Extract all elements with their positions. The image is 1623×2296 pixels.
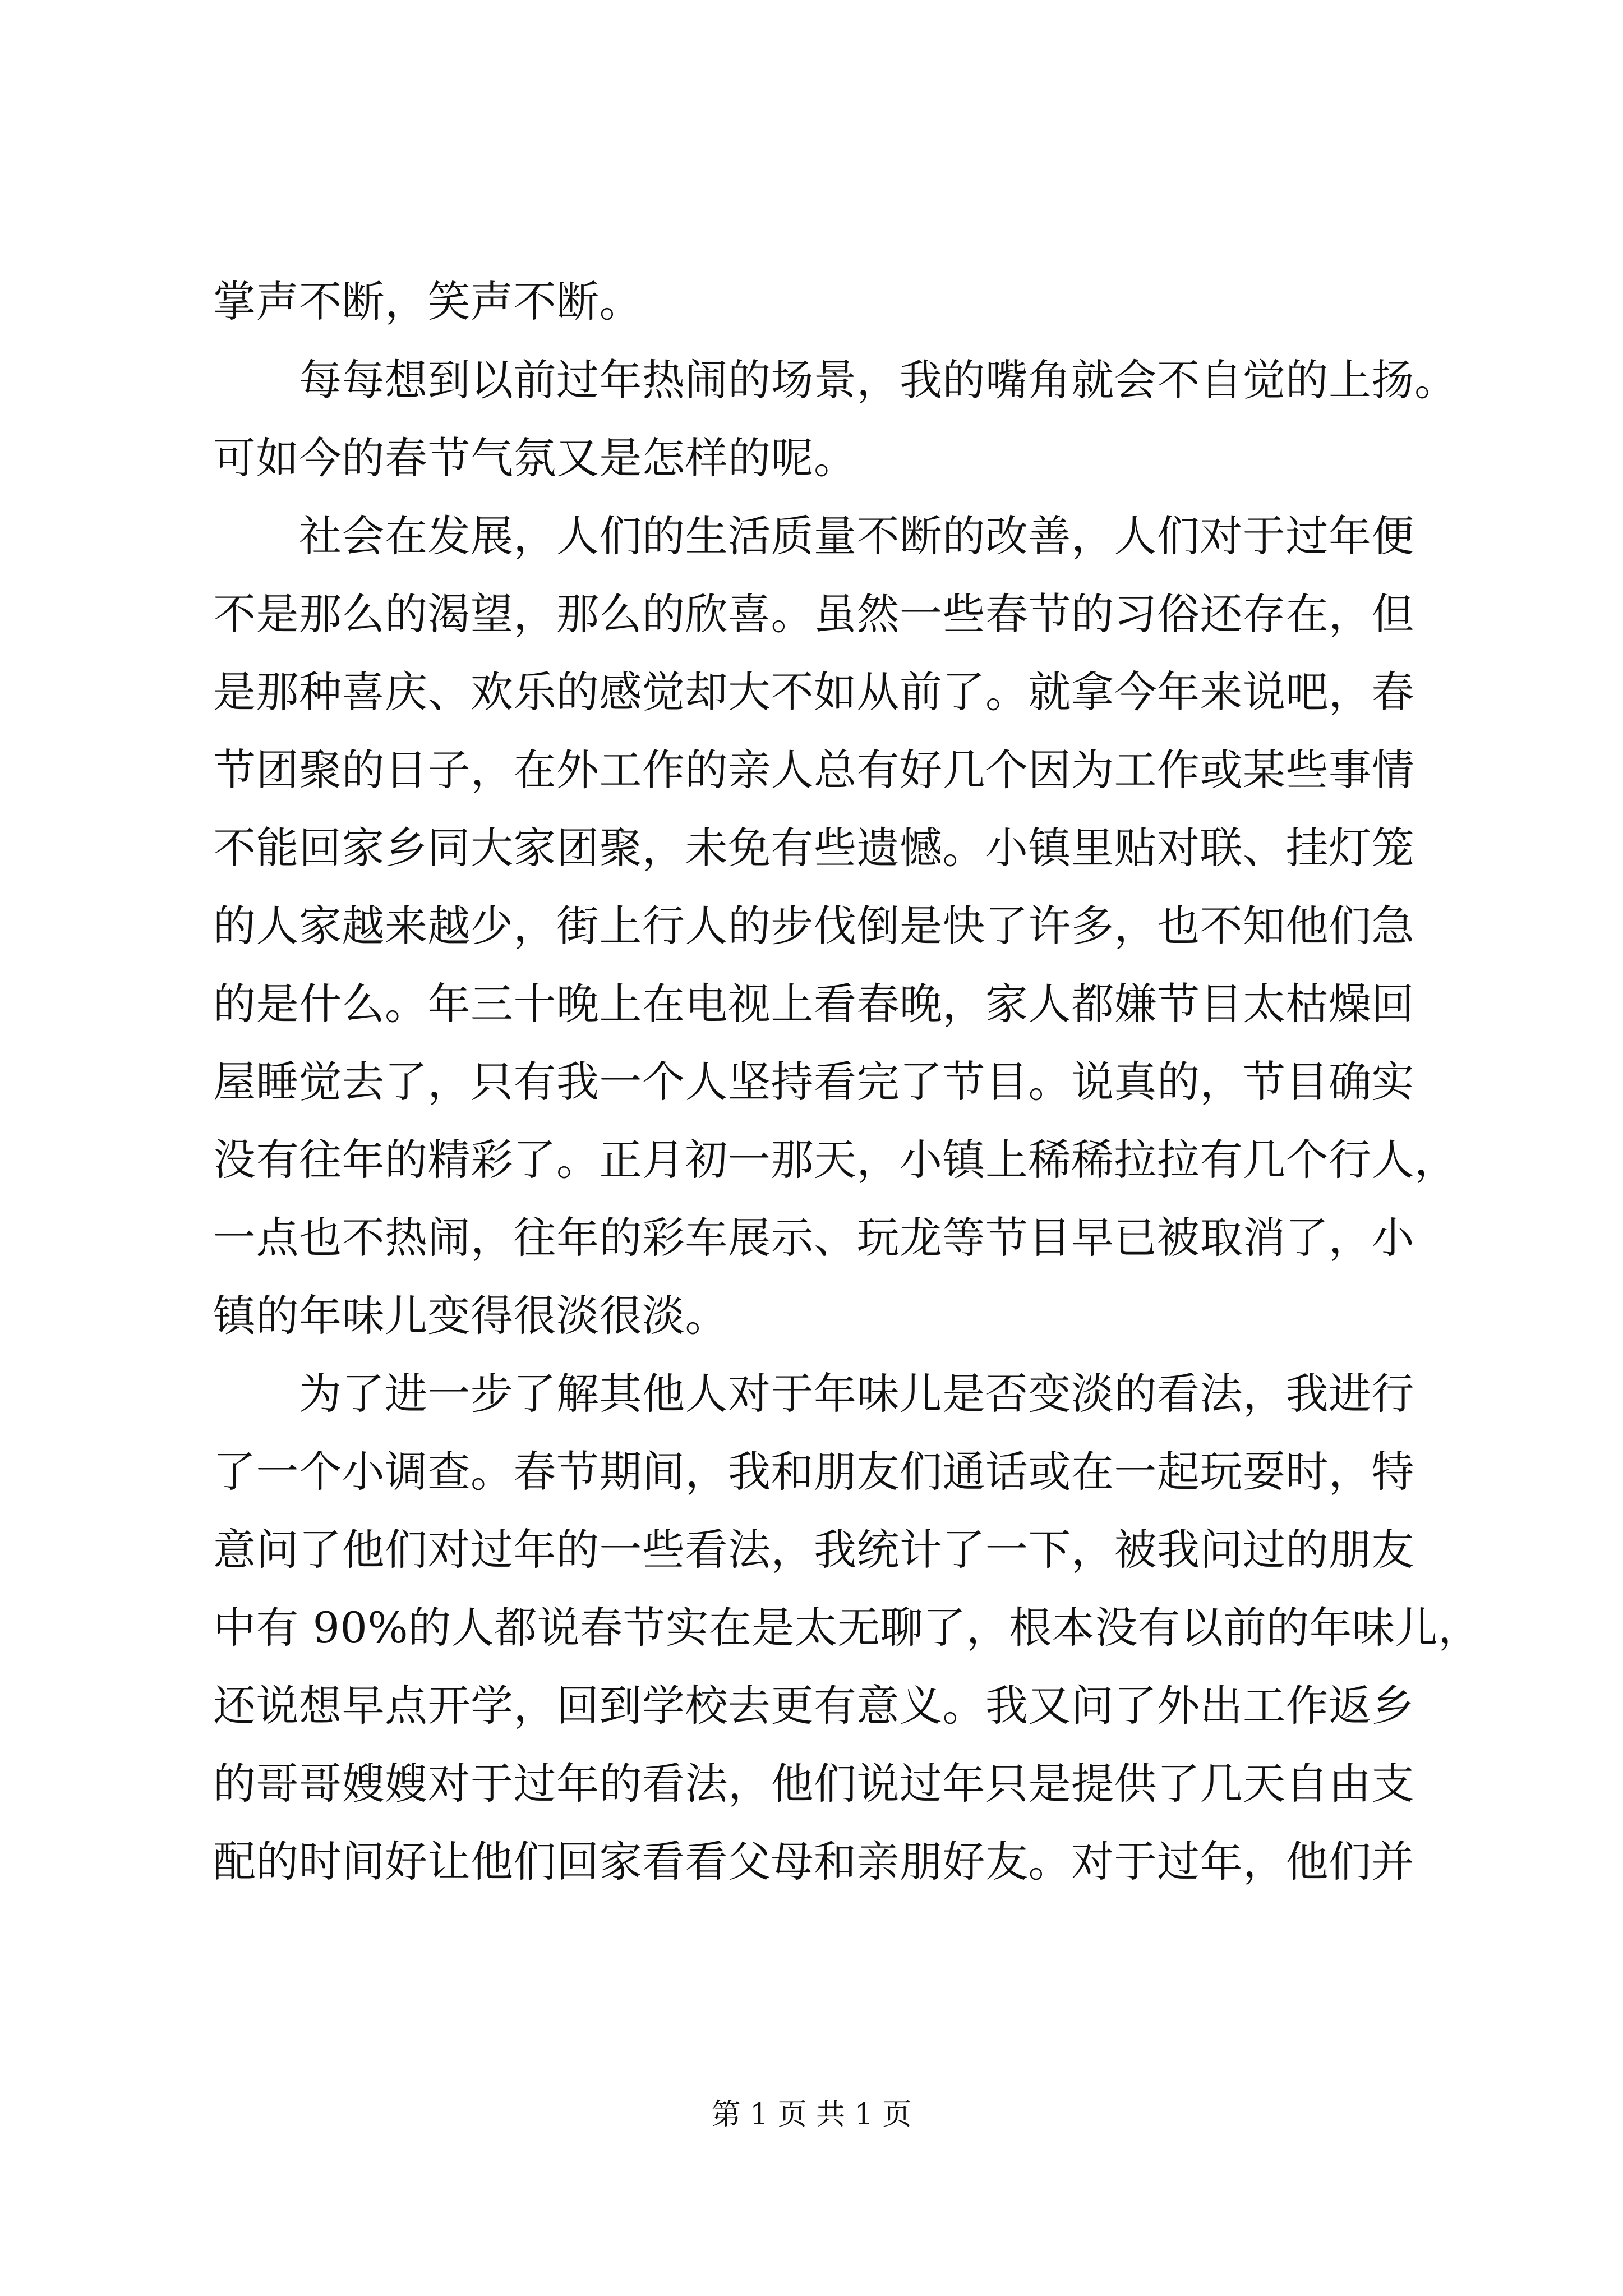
text-line: 的哥哥嫂嫂对于过年的看法，他们说过年只是提供了几天自由支 [213, 1759, 1414, 1809]
text-line: 还说想早点开学，回到学校去更有意义。我又问了外出工作返乡 [213, 1681, 1414, 1731]
text-line: 的是什么。年三十晚上在电视上看春晚，家人都嫌节目太枯燥回 [213, 979, 1414, 1029]
text-line: 意问了他们对过年的一些看法，我统计了一下，被我问过的朋友 [213, 1525, 1414, 1575]
text-line: 没有往年的精彩了。正月初一那天，小镇上稀稀拉拉有几个行人， [213, 1135, 1458, 1185]
text-line: 是那种喜庆、欢乐的感觉却大不如从前了。就拿今年来说吧，春 [213, 667, 1414, 717]
text-line: 配的时间好让他们回家看看父母和亲朋好友。对于过年，他们并 [213, 1837, 1414, 1887]
text-line: 了一个小调查。春节期间，我和朋友们通话或在一起玩耍时，特 [213, 1447, 1414, 1497]
text-line: 节团聚的日子，在外工作的亲人总有好几个因为工作或某些事情 [213, 745, 1414, 795]
text-line: 一点也不热闹，往年的彩车展示、玩龙等节目早已被取消了，小 [213, 1213, 1414, 1263]
text-line: 不是那么的渴望，那么的欣喜。虽然一些春节的习俗还存在，但 [213, 589, 1414, 639]
page-footer: 第 1 页 共 1 页 [711, 2098, 912, 2132]
text-line: 不能回家乡同大家团聚，未免有些遗憾。小镇里贴对联、挂灯笼 [213, 823, 1414, 873]
text-line: 社会在发展，人们的生活质量不断的改善，人们对于过年便 [213, 511, 1414, 561]
text-line: 中有 90%的人都说春节实在是太无聊了，根本没有以前的年味儿， [213, 1603, 1481, 1653]
text-line: 掌声不断，笑声不断。 [213, 277, 642, 326]
text-line: 镇的年味儿变得很淡很淡。 [213, 1291, 728, 1341]
text-line: 每每想到以前过年热闹的场景，我的嘴角就会不自觉的上扬。 [213, 355, 1458, 405]
text-line: 的人家越来越少，街上行人的步伐倒是快了许多，也不知他们急 [213, 901, 1414, 951]
text-line: 可如今的春节气氛又是怎样的呢。 [213, 433, 857, 483]
text-line: 屋睡觉去了，只有我一个人坚持看完了节目。说真的，节目确实 [213, 1057, 1414, 1107]
text-line: 为了进一步了解其他人对于年味儿是否变淡的看法，我进行 [213, 1369, 1414, 1419]
